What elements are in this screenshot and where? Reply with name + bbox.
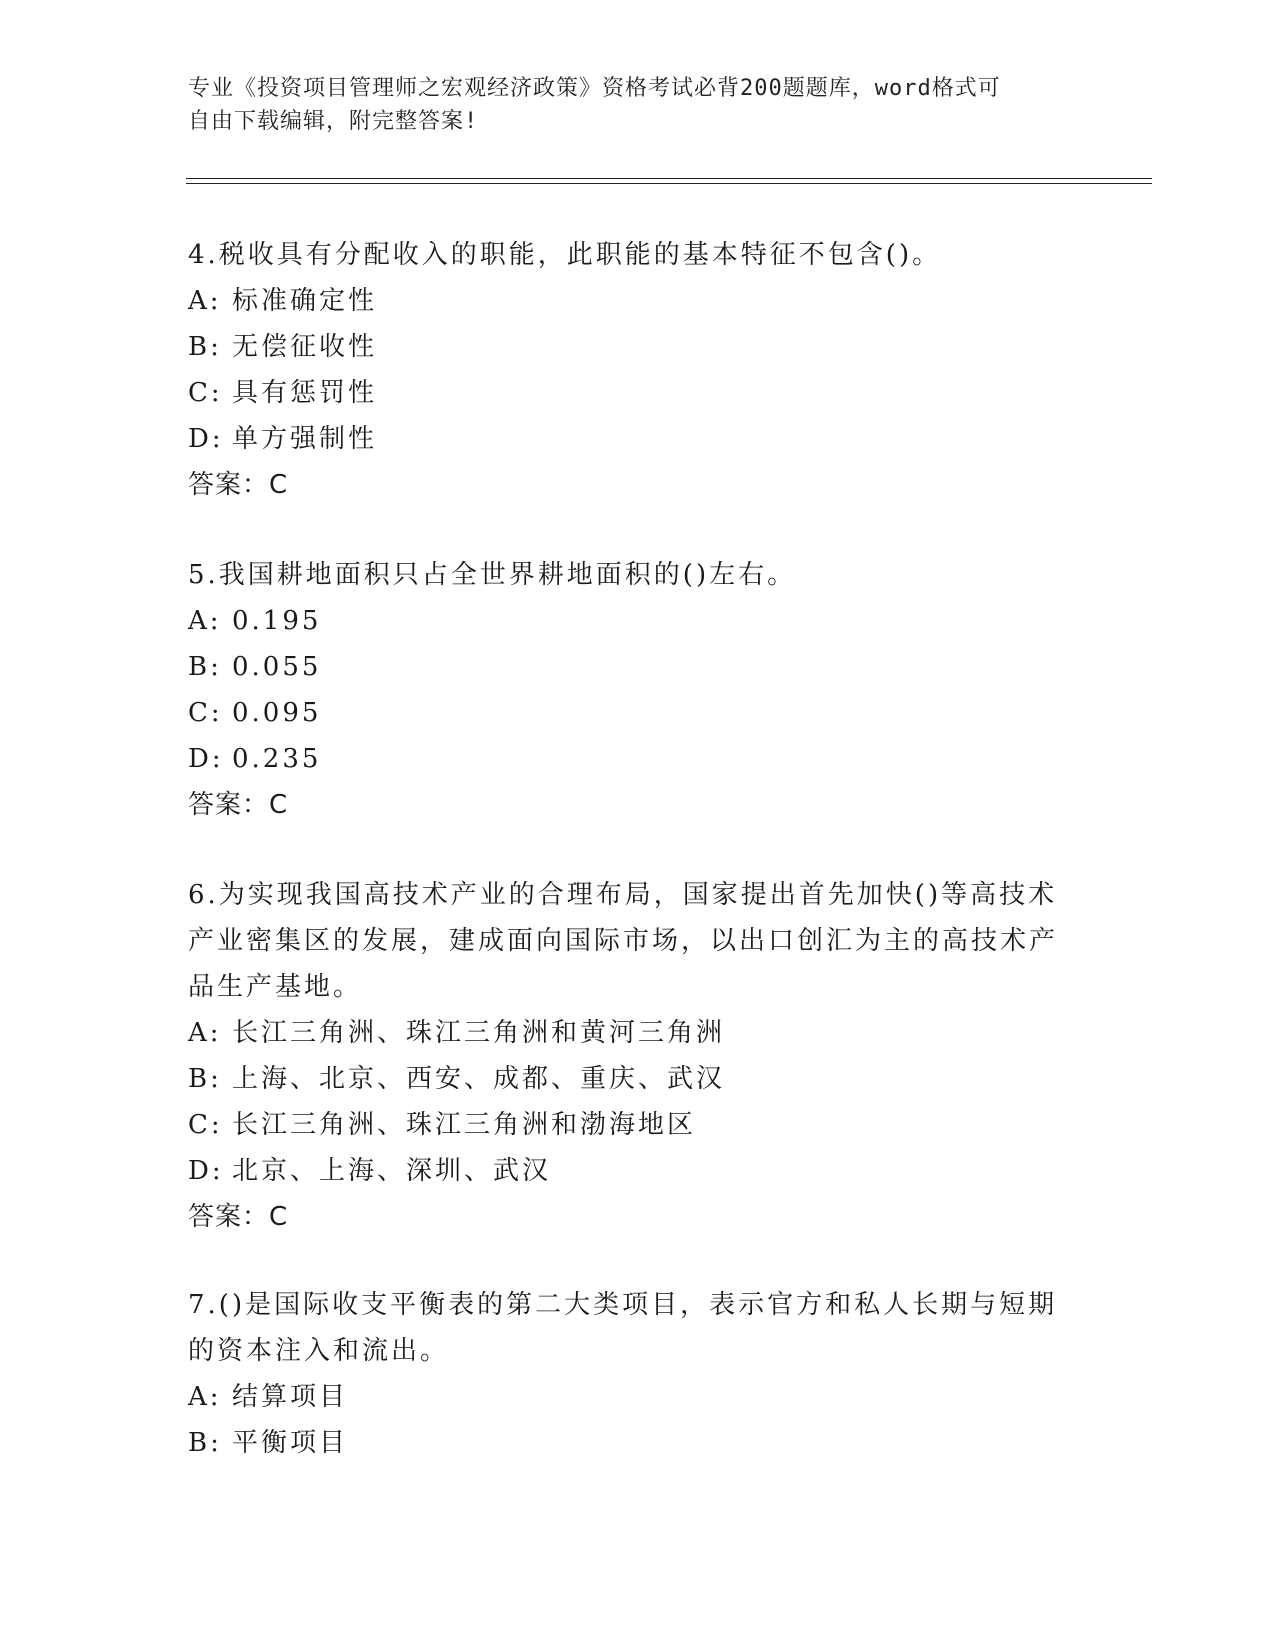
option-key: C:	[188, 698, 223, 728]
option-d	[188, 736, 1068, 782]
option-text: 具有惩罚性	[232, 378, 378, 408]
option-c	[188, 690, 1068, 736]
answer-line: 答案：C	[188, 790, 289, 820]
option-b	[188, 324, 1068, 370]
option-b	[188, 1056, 1068, 1102]
question-6	[188, 872, 1068, 1240]
option-c	[188, 1102, 1068, 1148]
option-key: C:	[188, 1110, 223, 1140]
option-b	[188, 1420, 1068, 1466]
option-text: 0.095	[232, 698, 322, 728]
option-text: 长江三角洲、珠江三角洲和渤海地区	[232, 1110, 697, 1140]
option-key: B:	[188, 332, 222, 362]
option-key: A:	[188, 606, 222, 636]
question-stem: 7.()是国际收支平衡表的第二大类项目，表示官方和私人长期与短期的资本注入和流出。	[188, 1290, 1058, 1366]
answer-line: 答案：C	[188, 470, 289, 500]
option-text: 0.055	[232, 652, 322, 682]
option-text: 北京、上海、深圳、武汉	[232, 1156, 552, 1186]
option-a	[188, 598, 1068, 644]
header-line-1: 专业《投资项目管理师之宏观经济政策》资格考试必背200题题库，word格式可	[188, 76, 1001, 101]
option-key: D:	[188, 424, 224, 454]
option-text: 结算项目	[232, 1382, 349, 1412]
header-line-2: 自由下载编辑，附完整答案!	[188, 109, 479, 134]
header-divider-top	[186, 178, 1152, 179]
option-key: B:	[188, 1064, 222, 1094]
question-stem: 4.税收具有分配收入的职能，此职能的基本特征不包含()。	[188, 240, 942, 270]
option-key: A:	[188, 1018, 222, 1048]
option-key: B:	[188, 652, 222, 682]
option-text: 平衡项目	[232, 1428, 349, 1458]
question-4	[188, 232, 1068, 508]
option-a	[188, 1374, 1068, 1420]
option-key: A:	[188, 1382, 222, 1412]
option-c	[188, 370, 1068, 416]
question-stem: 6.为实现我国高技术产业的合理布局，国家提出首先加快()等高技术产业密集区的发展，建成面向国际市场，以出口创汇为主的高技术产品生产基地。	[188, 880, 1059, 1002]
option-key: D:	[188, 1156, 224, 1186]
question-7	[188, 1282, 1068, 1466]
answer-line: 答案：C	[188, 1202, 289, 1232]
document-header	[188, 72, 1068, 138]
option-a	[188, 1010, 1068, 1056]
option-text: 无偿征收性	[232, 332, 378, 362]
option-text: 标准确定性	[232, 286, 378, 316]
option-d	[188, 1148, 1068, 1194]
option-key: D:	[188, 744, 224, 774]
option-key: B:	[188, 1428, 222, 1458]
option-text: 上海、北京、西安、成都、重庆、武汉	[232, 1064, 726, 1094]
option-text: 0.195	[232, 606, 322, 636]
option-d	[188, 416, 1068, 462]
option-a	[188, 278, 1068, 324]
option-text: 0.235	[232, 744, 322, 774]
option-key: C:	[188, 378, 223, 408]
option-text: 单方强制性	[232, 424, 378, 454]
option-key: A:	[188, 286, 222, 316]
question-stem: 5.我国耕地面积只占全世界耕地面积的()左右。	[188, 560, 797, 590]
question-5	[188, 552, 1068, 828]
header-divider-bottom	[186, 183, 1152, 184]
option-text: 长江三角洲、珠江三角洲和黄河三角洲	[232, 1018, 726, 1048]
option-b	[188, 644, 1068, 690]
